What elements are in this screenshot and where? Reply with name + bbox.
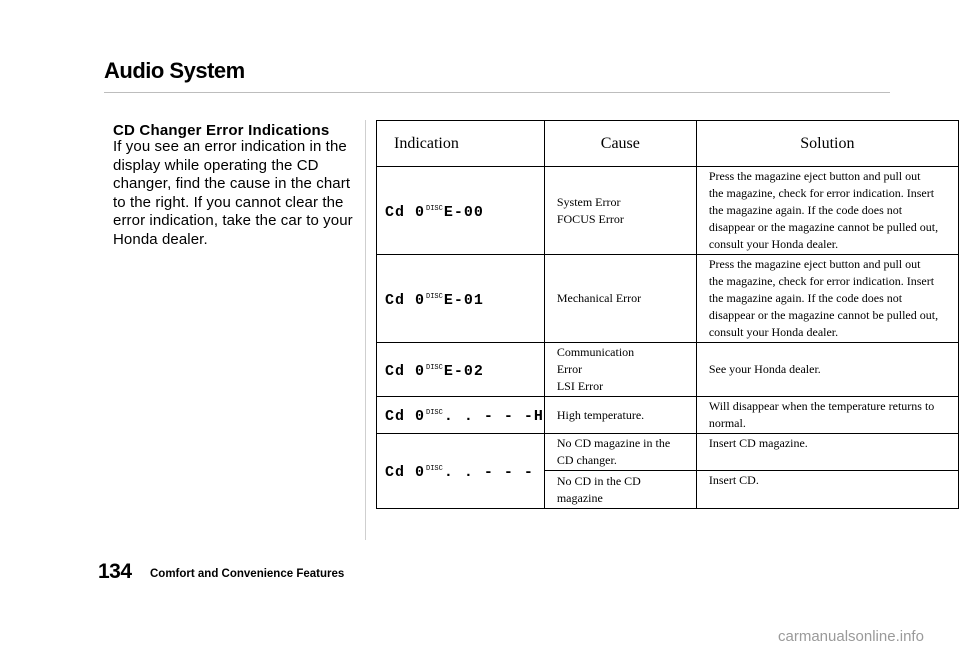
indication-code: E-00 — [443, 203, 484, 221]
cause-line: System Error — [556, 194, 621, 209]
solution-line: consult your Honda dealer. — [708, 237, 839, 251]
page-number: 134 — [98, 560, 132, 583]
solution-line: consult your Honda dealer. — [708, 325, 839, 339]
indication-cell — [377, 255, 545, 343]
indication-prefix: Cd 0 — [385, 203, 426, 221]
indication-prefix: Cd 0 — [385, 362, 426, 380]
indication-cell — [377, 343, 545, 397]
indication-code: . . - - -H — [443, 408, 544, 425]
solution-cell — [696, 434, 958, 471]
solution-cell — [696, 343, 958, 397]
solution-cell — [696, 471, 958, 509]
cause-line: CD changer. — [556, 453, 617, 467]
section-heading: CD Changer Error Indications — [113, 122, 330, 139]
header-solution: Solution — [696, 121, 958, 167]
indication-prefix: Cd 0 — [385, 291, 426, 309]
intro-line: Honda dealer. — [113, 230, 208, 248]
solution-line: disappear or the magazine cannot be pulled out, — [708, 220, 939, 234]
solution-line: Press the magazine eject button and pull out — [708, 169, 921, 183]
indication-cell — [377, 434, 545, 509]
cause-line: No CD magazine in the — [556, 436, 671, 450]
table-header-row — [377, 121, 959, 167]
solution-line: disappear or the magazine cannot be pulled out, — [708, 308, 939, 322]
header-cause: Cause — [544, 121, 696, 167]
cause-cell — [544, 255, 696, 343]
cause-cell — [544, 471, 696, 509]
solution-line: Will disappear when the temperature returns to — [708, 399, 935, 413]
solution-line: the magazine, check for error indication. Insert — [708, 186, 935, 200]
solution-line: normal. — [708, 416, 746, 430]
indication-disc-label: DISC — [426, 363, 443, 372]
cause-cell — [544, 343, 696, 397]
indication-code: . . - - - — [443, 464, 534, 481]
header-indication: Indication — [377, 121, 545, 167]
table-row — [377, 343, 959, 397]
cause-line: magazine — [556, 490, 603, 505]
table-row — [377, 167, 959, 255]
error-indication-table — [376, 120, 959, 509]
intro-paragraph — [113, 138, 363, 250]
cause-cell — [544, 167, 696, 255]
cause-cell — [544, 397, 696, 434]
table-row — [377, 397, 959, 434]
cause-line: Communication — [556, 345, 635, 359]
table-row — [377, 255, 959, 343]
solution-line: the magazine again. If the code does not — [708, 291, 903, 305]
cause-cell — [544, 434, 696, 471]
cause-line: High temperature. — [556, 407, 645, 422]
solution-cell — [696, 397, 958, 434]
indication-code: E-01 — [443, 291, 484, 309]
solution-line: the magazine, check for error indication. Insert — [708, 274, 935, 288]
indication-disc-label: DISC — [426, 409, 443, 417]
page-header-title: Audio System — [104, 58, 245, 83]
cause-line: LSI Error — [556, 379, 604, 393]
solution-line: Insert CD. — [708, 473, 759, 487]
solution-line: See your Honda dealer. — [708, 362, 821, 376]
solution-line: the magazine again. If the code does not — [708, 203, 903, 217]
header-divider — [104, 92, 890, 93]
table-row — [377, 434, 959, 471]
indication-prefix: Cd 0 — [385, 464, 426, 481]
cause-line: No CD in the CD — [556, 473, 641, 488]
solution-cell — [696, 255, 958, 343]
indication-cell — [377, 167, 545, 255]
cause-line: FOCUS Error — [556, 211, 624, 226]
indication-disc-label: DISC — [426, 292, 443, 301]
cause-line: Error — [556, 362, 583, 376]
indication-disc-label: DISC — [426, 204, 443, 213]
cause-line: Mechanical Error — [556, 291, 642, 305]
intro-line: error indication, take the car to your — [113, 212, 353, 230]
indication-code: E-02 — [443, 362, 484, 380]
column-divider — [365, 120, 366, 540]
intro-line: changer, find the cause in the chart — [113, 175, 351, 193]
watermark: carmanualsonline.info — [778, 628, 924, 645]
solution-line: Press the magazine eject button and pull out — [708, 257, 921, 271]
intro-line: to the right. If you cannot clear the — [113, 193, 344, 211]
indication-prefix: Cd 0 — [385, 408, 426, 425]
indication-disc-label: DISC — [426, 465, 443, 473]
intro-line: If you see an error indication in the — [113, 138, 347, 155]
footer-section-label: Comfort and Convenience Features — [150, 568, 345, 580]
indication-cell — [377, 397, 545, 434]
solution-line: Insert CD magazine. — [708, 436, 808, 450]
solution-cell — [696, 167, 958, 255]
intro-line: display while operating the CD — [113, 156, 319, 174]
